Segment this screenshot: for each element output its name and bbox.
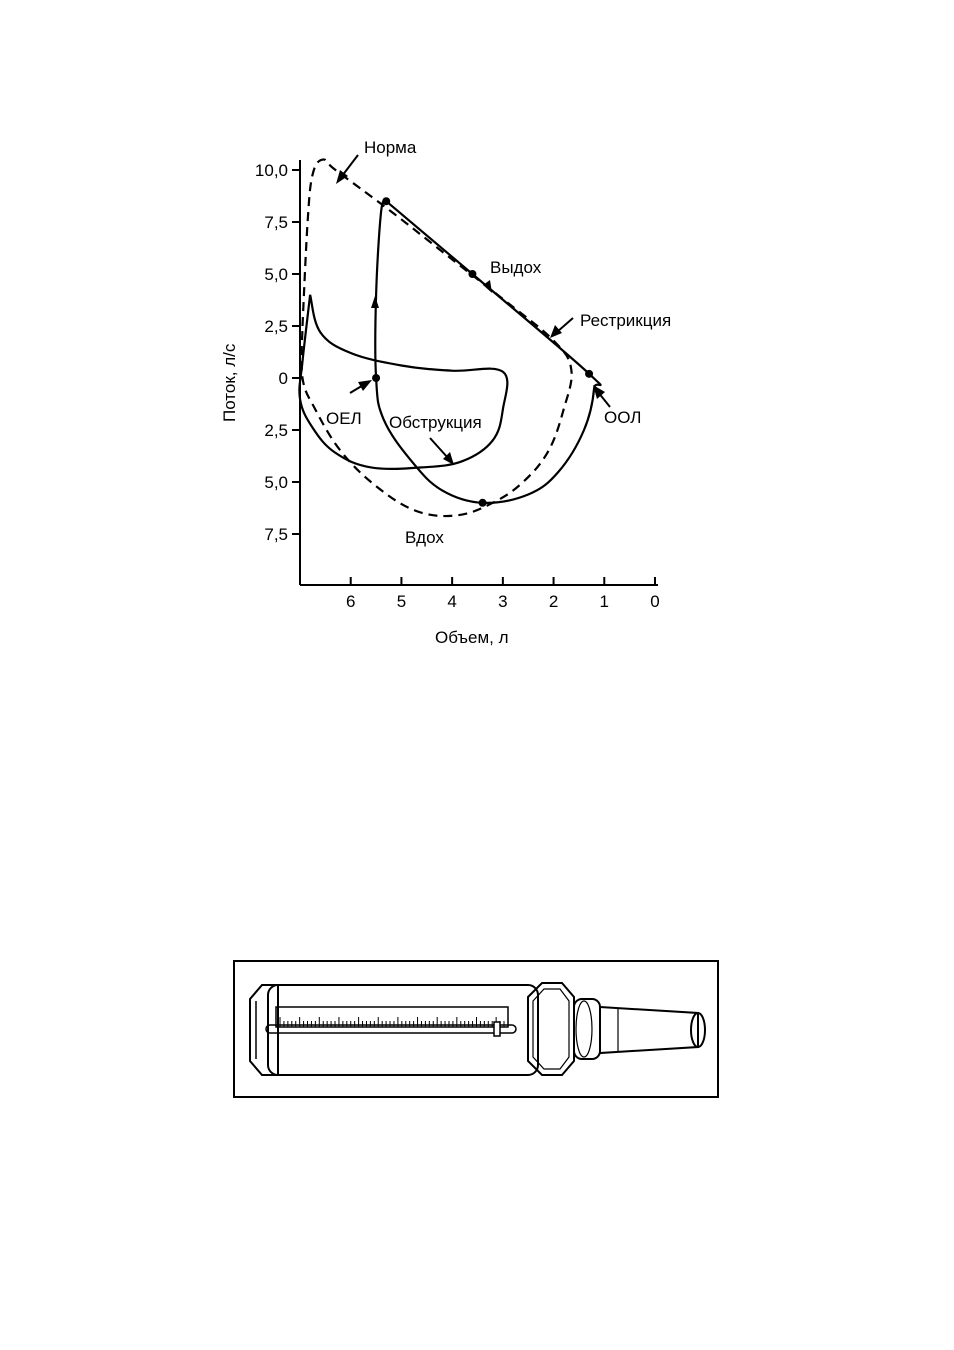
y-axis-label: Поток, л/с: [220, 343, 239, 422]
label-vdoh: Вдох: [405, 528, 444, 547]
restriction-arrowhead: [550, 325, 562, 338]
x-tick-label: 3: [498, 592, 508, 611]
norma-arrow: [342, 155, 358, 176]
x-tick-label: 6: [345, 592, 356, 611]
measurement-scale: [276, 1007, 508, 1027]
oel-up-arrowhead: [371, 296, 379, 308]
restriction-arrow: [557, 318, 573, 332]
label-ool: ООЛ: [604, 408, 642, 427]
data-point: [468, 270, 476, 278]
series-line-obstruction: [299, 295, 507, 469]
x-tick-label: 0: [650, 592, 660, 611]
peak-flow-meter-figure: [228, 955, 722, 1105]
series-line-restriction: [375, 201, 600, 503]
y-tick-label: 2,5: [264, 421, 288, 440]
flow-volume-figure: [200, 110, 752, 658]
y-tick-label: 7,5: [264, 213, 288, 232]
y-tick-label: 7,5: [264, 525, 288, 544]
x-axis-label: Объем, л: [435, 628, 509, 647]
y-tick-label: 2,5: [264, 317, 288, 336]
y-tick-label: 5,0: [264, 265, 288, 284]
figure-frame: [234, 961, 718, 1097]
indicator-marker: [494, 1022, 500, 1036]
label-norma: Норма: [364, 138, 417, 157]
mouthpiece: [600, 1007, 698, 1053]
label-oel: ОЕЛ: [326, 409, 362, 428]
y-tick-label: 0: [278, 369, 288, 388]
x-tick-label: 5: [396, 592, 407, 611]
peak-flow-meter-illustration: [228, 955, 722, 1105]
y-tick-label: 5,0: [264, 473, 288, 492]
marker-layer: [372, 197, 593, 507]
data-point: [372, 374, 380, 382]
data-point: [382, 197, 390, 205]
data-point: [585, 370, 593, 378]
vydoh-arrowhead: [483, 280, 492, 293]
connector: [574, 999, 600, 1059]
right-end-cap: [528, 983, 574, 1075]
left-end-cap: [250, 985, 278, 1075]
series-line-norma: [302, 159, 572, 516]
y-tick-label: 10,0: [254, 161, 288, 180]
label-obstruction: Обструкция: [389, 413, 482, 432]
obstruction-arrow: [430, 438, 448, 458]
x-tick-label: 2: [548, 592, 559, 611]
oel-arrowhead: [358, 380, 372, 391]
x-tick-label: 1: [599, 592, 610, 611]
label-restriction: Рестрикция: [580, 311, 672, 330]
label-vydoh: Выдох: [490, 258, 542, 277]
data-point: [479, 499, 487, 507]
x-tick-label: 4: [447, 592, 457, 611]
flow-volume-chart: [200, 110, 752, 658]
